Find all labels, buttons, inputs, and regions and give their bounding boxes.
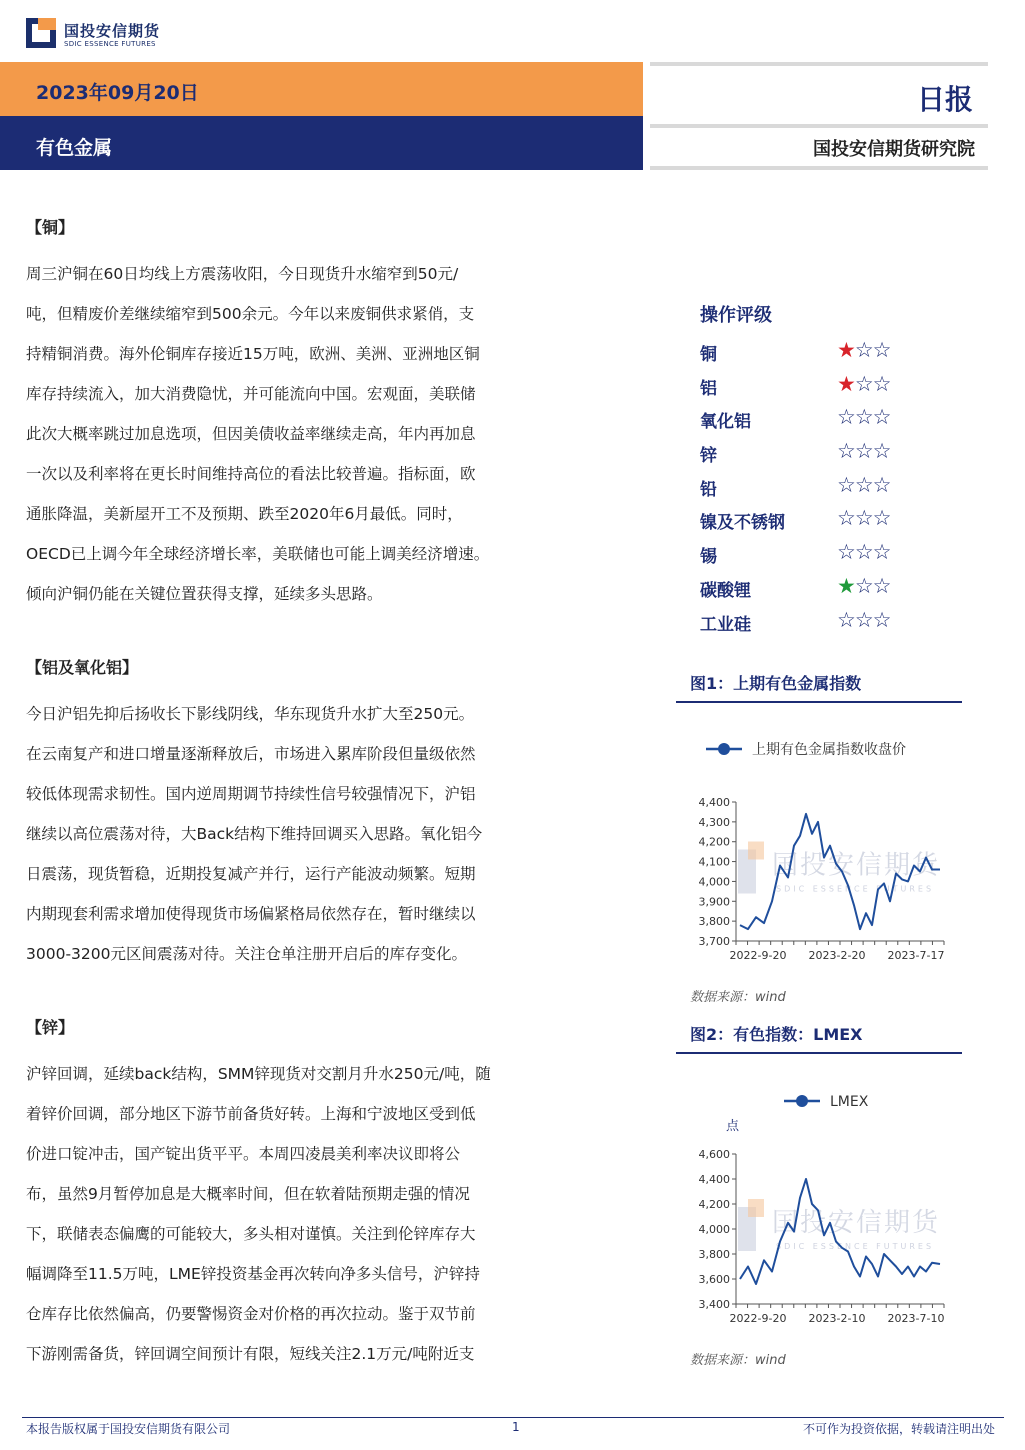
body-line: 倾向沪铜仍能在关键位置获得支撑，延续多头思路。 bbox=[26, 585, 383, 603]
star-filled-icon: ★ bbox=[837, 338, 855, 362]
body-line: 在云南复产和进口增量逐渐释放后，市场进入累库阶段但量级依然 bbox=[26, 745, 476, 763]
star-empty-icon: ☆ bbox=[872, 338, 891, 362]
footer-rule bbox=[22, 1417, 1004, 1418]
x-tick-label: 2023-7-10 bbox=[887, 1312, 945, 1325]
legend-label: LMEX bbox=[830, 1094, 869, 1110]
body-line: 通胀降温，美新屋开工不及预期、跌至2020年6月最低。同时， bbox=[26, 505, 463, 523]
star-rating-icon bbox=[837, 540, 890, 564]
y-tick-label: 3,800 bbox=[698, 1248, 730, 1261]
body-line: 持精铜消费。海外伦铜库存接近15万吨，欧洲、美洲、亚洲地区铜 bbox=[26, 345, 480, 363]
rating-commodity: 铅 bbox=[700, 479, 717, 500]
star-empty-icon: ☆ bbox=[872, 439, 891, 464]
header-rule-bottom bbox=[650, 166, 988, 170]
figure-1-source: 数据来源：wind bbox=[690, 990, 786, 1005]
star-empty-icon: ☆ bbox=[854, 439, 873, 464]
body-line: 较低体现需求韧性。国内逆周期调节持续性信号较强情况下，沪铝 bbox=[26, 785, 476, 803]
star-empty-icon: ☆ bbox=[872, 540, 891, 565]
sector-title: 有色金属 bbox=[36, 137, 113, 159]
footer-disclaimer: 不可作为投资依据，转载请注明出处 bbox=[802, 1422, 995, 1436]
rating-row bbox=[700, 336, 960, 370]
y-tick-label: 3,900 bbox=[698, 895, 730, 909]
watermark-logo-accent bbox=[748, 1199, 764, 1217]
rating-commodity: 镍及不锈钢 bbox=[700, 513, 785, 534]
x-tick-label: 2022-9-20 bbox=[729, 949, 787, 962]
figure-2-source: 数据来源：wind bbox=[690, 1353, 786, 1368]
watermark-text-en: SDIC ESSENCE FUTURES bbox=[776, 884, 935, 894]
figure-2-title: 图2：有色指数：LMEX bbox=[690, 1025, 863, 1044]
report-type: 日报 bbox=[916, 83, 973, 116]
star-empty-icon: ☆ bbox=[872, 405, 891, 430]
watermark-text-en: SDIC ESSENCE FUTURES bbox=[776, 1242, 935, 1251]
rating-commodity: 氧化铝 bbox=[700, 412, 751, 433]
body-line: 下，联储表态偏鹰的可能较大，多头相对谨慎。关注到伦锌库存大 bbox=[26, 1225, 476, 1243]
watermark-text: 国投安信期货 bbox=[772, 850, 941, 881]
logo-mark-icon bbox=[26, 18, 56, 48]
rating-row bbox=[700, 370, 960, 404]
star-empty-icon: ☆ bbox=[854, 607, 873, 632]
body-line: 今日沪铝先抑后扬收长下影线阴线，华东现货升水扩大至250元。 bbox=[26, 705, 475, 723]
body-line: 沪锌回调，延续back结构，SMM锌现货对交割月升水250元/吨，随 bbox=[26, 1065, 491, 1083]
section-gap bbox=[26, 974, 606, 1014]
x-tick-label: 2023-2-10 bbox=[808, 1312, 866, 1325]
company-logo bbox=[26, 14, 186, 54]
rating-row bbox=[700, 538, 960, 572]
star-empty-icon: ☆ bbox=[854, 540, 873, 565]
star-empty-icon: ☆ bbox=[872, 371, 891, 396]
body-line: 此次大概率跳过加息选项，但因美债收益率继续走高，年内再加息 bbox=[26, 425, 476, 443]
star-rating-icon bbox=[837, 372, 890, 396]
y-tick-label: 4,400 bbox=[698, 1173, 730, 1186]
body-line: 吨，但精废价差继续缩窄到500余元。今年以来废铜供求紧俏，支 bbox=[26, 305, 475, 323]
star-empty-icon: ☆ bbox=[854, 573, 873, 598]
star-empty-icon: ☆ bbox=[854, 371, 873, 396]
body-line: 日震荡，现货暂稳，近期投复减产并行，运行产能波动频繁。短期 bbox=[26, 865, 476, 883]
figure-1-chart bbox=[676, 728, 966, 968]
star-empty-icon: ☆ bbox=[837, 607, 855, 632]
star-empty-icon: ☆ bbox=[837, 472, 855, 497]
body-line: 3000-3200元区间震荡对待。关注仓单注册开启后的库存变化。 bbox=[26, 945, 467, 963]
body-line: 仓库存比依然偏高，仍要警惕资金对价格的再次拉动。鉴于双节前 bbox=[26, 1305, 476, 1323]
report-body bbox=[26, 214, 606, 1374]
y-axis-unit: 点 bbox=[726, 1119, 740, 1134]
x-tick-label: 2022-9-20 bbox=[729, 1312, 787, 1325]
watermark-logo-accent bbox=[748, 842, 764, 860]
star-empty-icon: ☆ bbox=[854, 472, 873, 497]
body-line: 周三沪铜在60日均线上方震荡收阳，今日现货升水缩窄到50元/ bbox=[26, 265, 459, 283]
y-tick-label: 3,400 bbox=[698, 1298, 730, 1311]
rating-commodity: 工业硅 bbox=[700, 614, 751, 635]
star-rating-icon bbox=[837, 405, 890, 429]
star-empty-icon: ☆ bbox=[837, 405, 855, 430]
figure-2-rule bbox=[676, 1052, 962, 1054]
body-line: 库存持续流入，加大消费隐忧，并可能流向中国。宏观面，美联储 bbox=[26, 385, 476, 403]
institute-name: 国投安信期货研究院 bbox=[813, 139, 975, 160]
body-line: OECD已上调今年全球经济增长率，美联储也可能上调美经济增速。 bbox=[26, 545, 490, 563]
rating-row bbox=[700, 504, 960, 538]
legend-marker bbox=[796, 1095, 808, 1107]
figure-1-rule bbox=[676, 701, 962, 703]
body-line: 幅调降至11.5万吨，LME锌投资基金再次转向净多头信号，沪锌持 bbox=[26, 1265, 480, 1283]
section-gap bbox=[26, 614, 606, 654]
rating-row bbox=[700, 606, 960, 640]
y-tick-label: 4,200 bbox=[698, 835, 730, 849]
star-empty-icon: ☆ bbox=[872, 573, 891, 598]
y-tick-label: 4,300 bbox=[698, 815, 730, 829]
watermark-text: 国投安信期货 bbox=[772, 1208, 941, 1238]
body-line: 价进口锭冲击，国产锭出货平平。本周四凌晨美利率决议即将公 bbox=[26, 1145, 461, 1163]
star-empty-icon: ☆ bbox=[872, 506, 891, 531]
star-filled-icon: ★ bbox=[837, 573, 855, 598]
star-empty-icon: ☆ bbox=[854, 506, 873, 531]
section-title: 【铜】 bbox=[26, 218, 75, 237]
x-tick-label: 2023-2-20 bbox=[808, 949, 866, 962]
star-empty-icon: ☆ bbox=[837, 439, 855, 464]
y-tick-label: 4,100 bbox=[698, 855, 730, 869]
x-tick-label: 2023-7-17 bbox=[887, 949, 945, 962]
y-tick-label: 4,000 bbox=[698, 875, 730, 889]
y-tick-label: 3,700 bbox=[698, 935, 730, 948]
logo-text-en: SDIC ESSENCE FUTURES bbox=[64, 40, 156, 48]
star-rating-icon bbox=[837, 608, 890, 632]
page-number: 1 bbox=[512, 1420, 520, 1434]
legend-label: 上期有色金属指数收盘价 bbox=[752, 742, 906, 758]
rating-row bbox=[700, 572, 960, 606]
figure-1-title: 图1：上期有色金属指数 bbox=[690, 674, 862, 693]
star-empty-icon: ☆ bbox=[854, 338, 873, 362]
body-line: 下游刚需备货，锌回调空间预计有限，短线关注2.1万元/吨附近支 bbox=[26, 1345, 475, 1363]
star-empty-icon: ☆ bbox=[837, 506, 855, 531]
figure-2-chart bbox=[676, 1082, 966, 1332]
body-line: 布，虽然9月暂停加息是大概率时间，但在软着陆预期走强的情况 bbox=[26, 1185, 470, 1203]
section-title: 【铝及氧化铝】 bbox=[26, 658, 139, 677]
report-date: 2023年09月20日 bbox=[36, 82, 199, 104]
header-rule-mid bbox=[650, 124, 988, 128]
rating-row bbox=[700, 471, 960, 505]
rating-commodity: 锌 bbox=[700, 446, 717, 467]
rating-commodity: 铜 bbox=[700, 345, 717, 365]
star-empty-icon: ☆ bbox=[854, 405, 873, 430]
star-filled-icon: ★ bbox=[837, 371, 855, 396]
legend-marker bbox=[718, 743, 730, 755]
star-empty-icon: ☆ bbox=[872, 472, 891, 497]
rating-row bbox=[700, 403, 960, 437]
footer-copyright: 本报告版权属于国投安信期货有限公司 bbox=[26, 1422, 231, 1436]
body-line: 着锌价回调，部分地区下游节前备货好转。上海和宁波地区受到低 bbox=[26, 1105, 476, 1123]
star-rating-icon bbox=[837, 506, 890, 530]
logo-text-cn: 国投安信期货 bbox=[64, 22, 161, 40]
rating-commodity: 碳酸锂 bbox=[700, 580, 751, 601]
rating-title: 操作评级 bbox=[700, 305, 772, 326]
y-tick-label: 4,200 bbox=[698, 1198, 730, 1211]
rating-commodity: 锡 bbox=[700, 547, 717, 568]
y-tick-label: 4,000 bbox=[698, 1223, 730, 1236]
y-tick-label: 3,800 bbox=[698, 915, 730, 929]
y-tick-label: 4,600 bbox=[698, 1148, 730, 1161]
star-rating-icon bbox=[837, 473, 890, 497]
rating-panel bbox=[700, 302, 960, 639]
star-rating-icon bbox=[837, 439, 890, 463]
body-line: 内期现套利需求增加使得现货市场偏紧格局依然存在，暂时继续以 bbox=[26, 905, 476, 923]
body-line: 一次以及利率将在更长时间维持高位的看法比较普遍。指标面，欧 bbox=[26, 465, 476, 483]
star-empty-icon: ☆ bbox=[872, 607, 891, 632]
body-line: 继续以高位震荡对待，大Back结构下维持回调买入思路。氧化铝今 bbox=[26, 825, 483, 843]
rating-row bbox=[700, 437, 960, 471]
rating-commodity: 铝 bbox=[700, 378, 717, 399]
y-tick-label: 4,400 bbox=[698, 796, 730, 809]
star-empty-icon: ☆ bbox=[837, 540, 855, 565]
y-tick-label: 3,600 bbox=[698, 1273, 730, 1286]
header-rule-top bbox=[650, 62, 988, 66]
star-rating-icon bbox=[837, 574, 890, 598]
star-rating-icon bbox=[837, 338, 890, 362]
section-title: 【锌】 bbox=[26, 1018, 75, 1037]
